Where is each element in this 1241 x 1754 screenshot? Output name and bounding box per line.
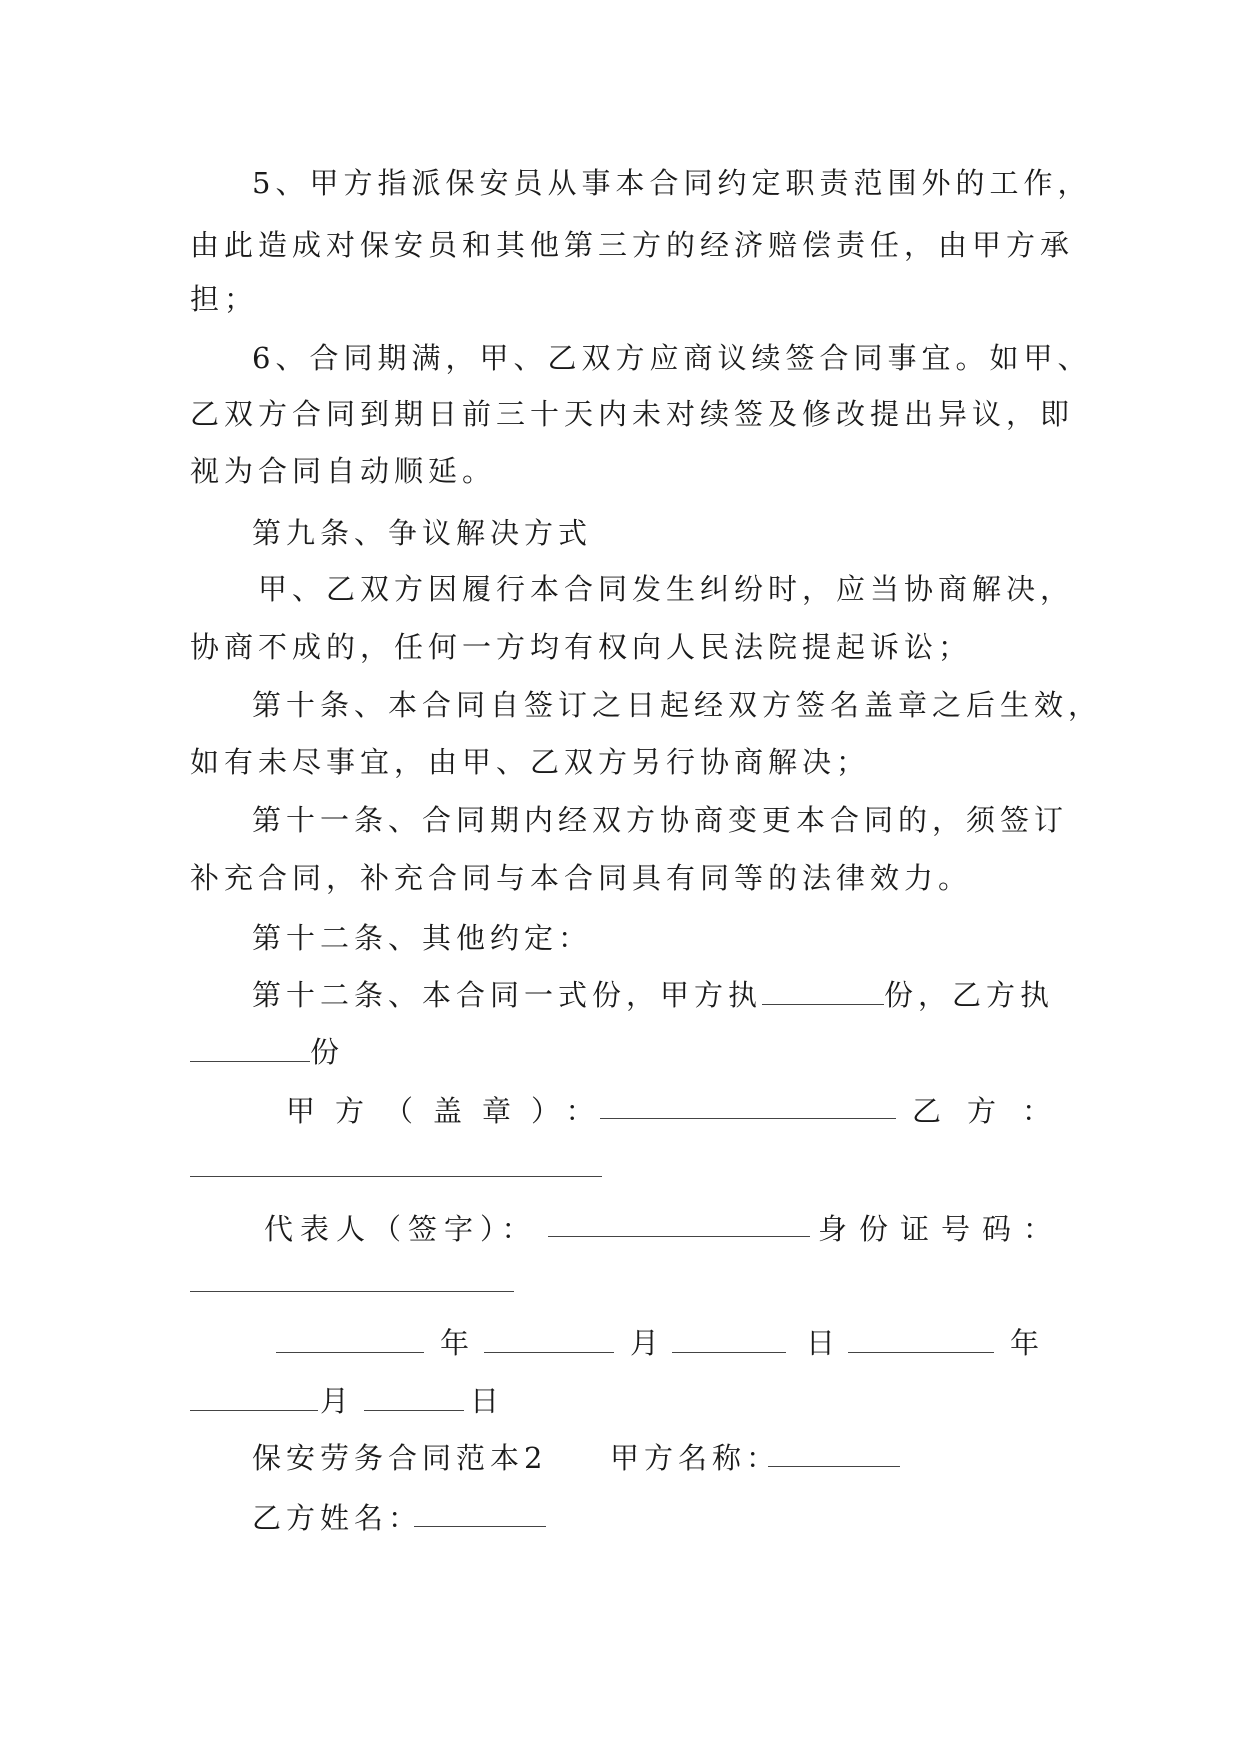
party-a-name-blank (768, 1466, 900, 1467)
party-a-copies-blank (762, 972, 884, 1005)
year-label: 年 (1010, 1326, 1045, 1360)
clause-line: 第十条、本合同自签订之日起经双方签名盖章之后生效， (252, 688, 1103, 722)
party-a-year-blank (276, 1352, 424, 1353)
party-b-copies-blank (190, 1029, 310, 1062)
id-number-blank (190, 1291, 514, 1292)
party-a-seal-label: 甲方（盖章）： (286, 1094, 615, 1128)
clause-line: 协商不成的，任何一方均有权向人民法院提起诉讼； (190, 630, 973, 664)
clause-line: 由此造成对保安员和其他第三方的经济赔偿责任，由甲方承 (190, 228, 1075, 262)
party-a-name-label: 甲方名称： (610, 1441, 781, 1475)
clause-line: 如有未尽事宜，由甲、乙双方另行协商解决； (190, 745, 871, 779)
party-b-label: 乙方： (912, 1094, 1078, 1128)
section-heading: 第九条、争议解决方式 (252, 516, 593, 550)
copies-prefix: 第十二条、本合同一式份，甲方执 (252, 978, 763, 1012)
representative-blank (548, 1236, 810, 1237)
clause-line: 担； (190, 282, 259, 316)
year-label: 年 (440, 1326, 475, 1360)
id-number-label: 身份证号码： (818, 1212, 1065, 1246)
party-a-month-blank (484, 1352, 614, 1353)
copies-mid: 份，乙方执 (884, 978, 1055, 1012)
party-b-blank (190, 1176, 602, 1177)
party-a-seal-blank (600, 1118, 896, 1119)
clause-line: 6、合同期满，甲、乙双方应商议续签合同事宜。如甲、 (252, 341, 1092, 375)
clause-line: 视为合同自动顺延。 (190, 454, 497, 488)
clause-line: 5、甲方指派保安员从事本合同约定职责范围外的工作， (252, 166, 1092, 200)
party-a-day-blank (672, 1352, 786, 1353)
party-b-name-label: 乙方姓名： (252, 1501, 423, 1535)
clause-line: 补充合同，补充合同与本合同具有同等的法律效力。 (190, 861, 973, 895)
clause-line: 第十一条、合同期内经双方协商变更本合同的，须签订 (252, 803, 1069, 837)
representative-label: 代表人（签字）： (264, 1212, 538, 1246)
party-b-year-blank (848, 1352, 994, 1353)
day-label: 日 (806, 1326, 841, 1360)
section-heading: 第十二条、其他约定： (252, 921, 593, 955)
clause-line: 甲、乙双方因履行本合同发生纠纷时，应当协商解决， (258, 572, 1075, 606)
copies-clause-cont (190, 1027, 1050, 1077)
month-label: 月 (320, 1384, 355, 1418)
clause-line: 乙双方合同到期日前三十天内未对续签及修改提出异议，即 (190, 397, 1075, 431)
copies-suffix: 份 (310, 1035, 345, 1069)
party-b-name-blank (414, 1526, 546, 1527)
copies-clause (252, 970, 1055, 1020)
month-label: 月 (630, 1326, 665, 1360)
party-b-month-blank (190, 1410, 318, 1411)
day-label: 日 (470, 1384, 505, 1418)
party-b-day-blank (364, 1410, 464, 1411)
next-contract-title: 保安劳务合同范本2 (252, 1441, 548, 1475)
